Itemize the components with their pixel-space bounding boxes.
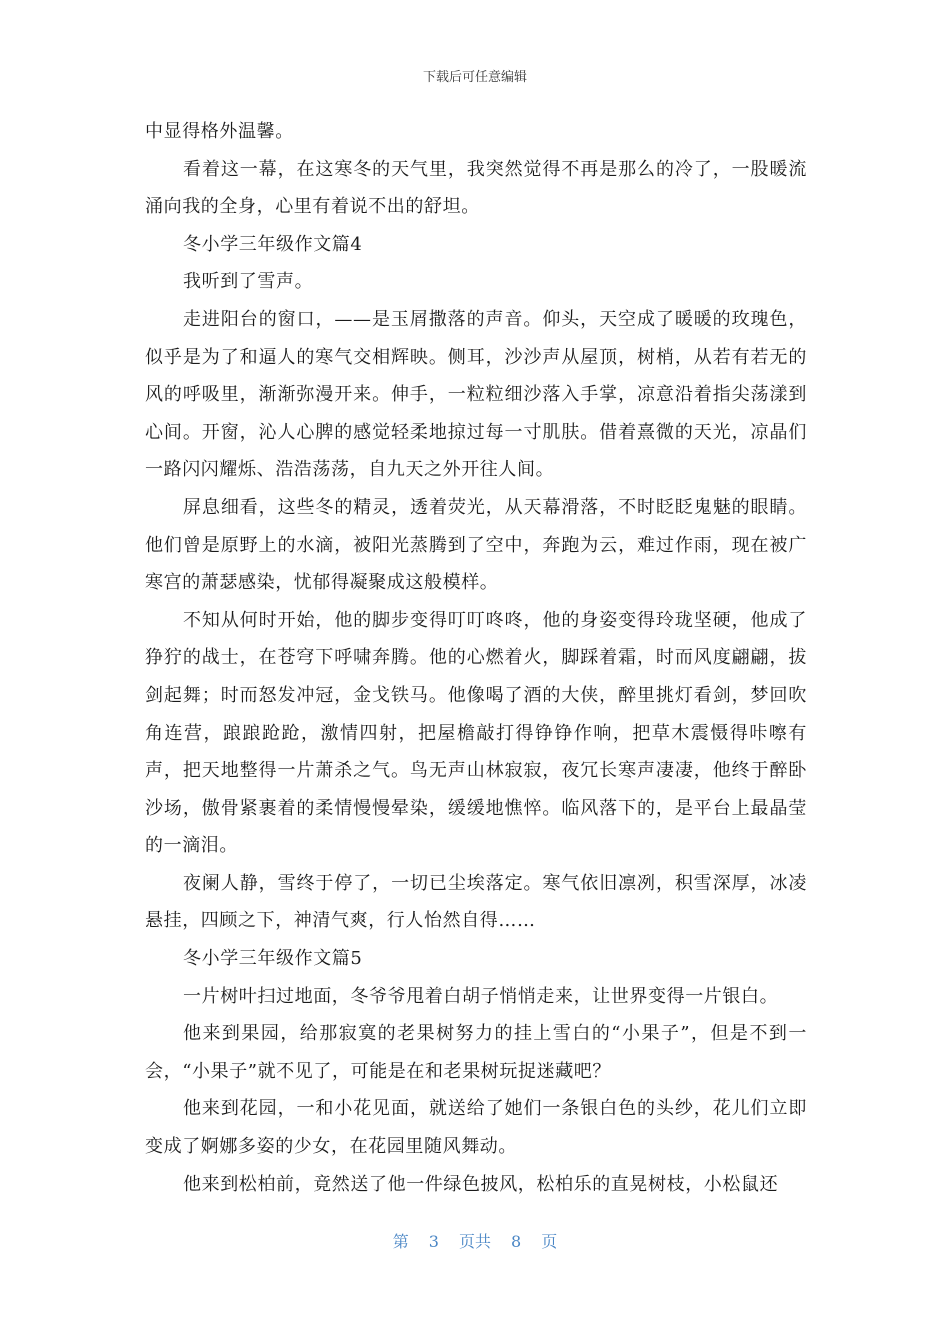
- paragraph: 一片树叶扫过地面，冬爷爷甩着白胡子悄悄走来，让世界变得一片银白。: [183, 985, 779, 1007]
- document-body: [145, 113, 807, 1203]
- paragraph: 中显得格外温馨。: [145, 121, 294, 142]
- paragraph: 他来到果园，给那寂寞的老果树努力的挂上雪白的“小果子”，但是不到一会，“小果子”就不见了，可能是在和老果树玩捉迷藏吧？: [145, 1023, 807, 1082]
- paragraph: 不知从何时开始，他的脚步变得叮叮咚咚，他的身姿变得玲珑坚硬，他成了狰狞的战士，在苍穹下呼啸奔腾。他的心燃着火，脚踩着霜，时而风度翩翩，拔剑起舞；时而怒发冲冠，金戈铁马。他像喝了酒的大侠，醉里挑灯看剑，梦回吹角连营，踉踉跄跄，激情四射，把屋檐敲打得铮铮作响，把草木震慑得咔嚓有声，把天地整得一片萧杀之气。鸟无声山林寂寂，夜冗长寒声凄凄，他终于醉卧沙场，傲骨紧裹着的柔情慢慢晕染，缓缓地憔悴。临风落下的，是平台上最晶莹的一滴泪。: [145, 609, 807, 857]
- page-footer: [0, 1229, 950, 1252]
- paragraph: 走进阳台的窗口，——是玉屑撒落的声音。仰头，天空成了暖暖的玫瑰色，似乎是为了和逼人的寒气交相辉映。侧耳，沙沙声从屋顶，树梢，从若有若无的风的呼吸里，渐渐弥漫开来。伸手，一粒粒细沙落入手掌，凉意沿着指尖荡漾到心间。开窗，沁人心脾的感觉轻柔地掠过每一寸肌肤。借着熹微的天光，凉晶们一路闪闪耀烁、浩浩荡荡，自九天之外开往人间。: [145, 308, 807, 481]
- total-pages-number: 8: [511, 1232, 522, 1251]
- current-page-number: 3: [428, 1232, 439, 1251]
- footer-suffix: 页: [541, 1232, 558, 1251]
- section-heading: 冬小学三年级作文篇5: [183, 948, 363, 970]
- paragraph: 看着这一幕，在这寒冬的天气里，我突然觉得不再是那么的冷了，一股暖流涌向我的全身，心里有着说不出的舒坦。: [145, 158, 807, 218]
- page-header: 下载后可任意编辑: [422, 70, 527, 85]
- paragraph: 他来到花园，一和小花见面，就送给了她们一条银白色的头纱，花儿们立即变成了婀娜多姿的少女，在花园里随风舞动。: [145, 1098, 807, 1158]
- paragraph: 夜阑人静，雪终于停了，一切已尘埃落定。寒气依旧凛冽，积雪深厚，冰凌悬挂，四顾之下，神清气爽，行人怡然自得……: [145, 872, 807, 932]
- section-heading: 冬小学三年级作文篇4: [183, 233, 363, 255]
- footer-middle: 页共: [458, 1232, 491, 1251]
- paragraph: 我听到了雪声。: [183, 271, 314, 293]
- paragraph: 他来到松柏前，竟然送了他一件绿色披风，松柏乐的直晃树枝，小松鼠还: [183, 1173, 779, 1195]
- footer-prefix: 第: [392, 1232, 409, 1251]
- paragraph: 屏息细看，这些冬的精灵，透着荧光，从天幕滑落，不时眨眨鬼魅的眼睛。他们曾是原野上的水滴，被阳光蒸腾到了空中，奔跑为云，难过作雨，现在被广寒宫的萧瑟感染，忧郁得凝聚成这般模样。: [145, 496, 807, 594]
